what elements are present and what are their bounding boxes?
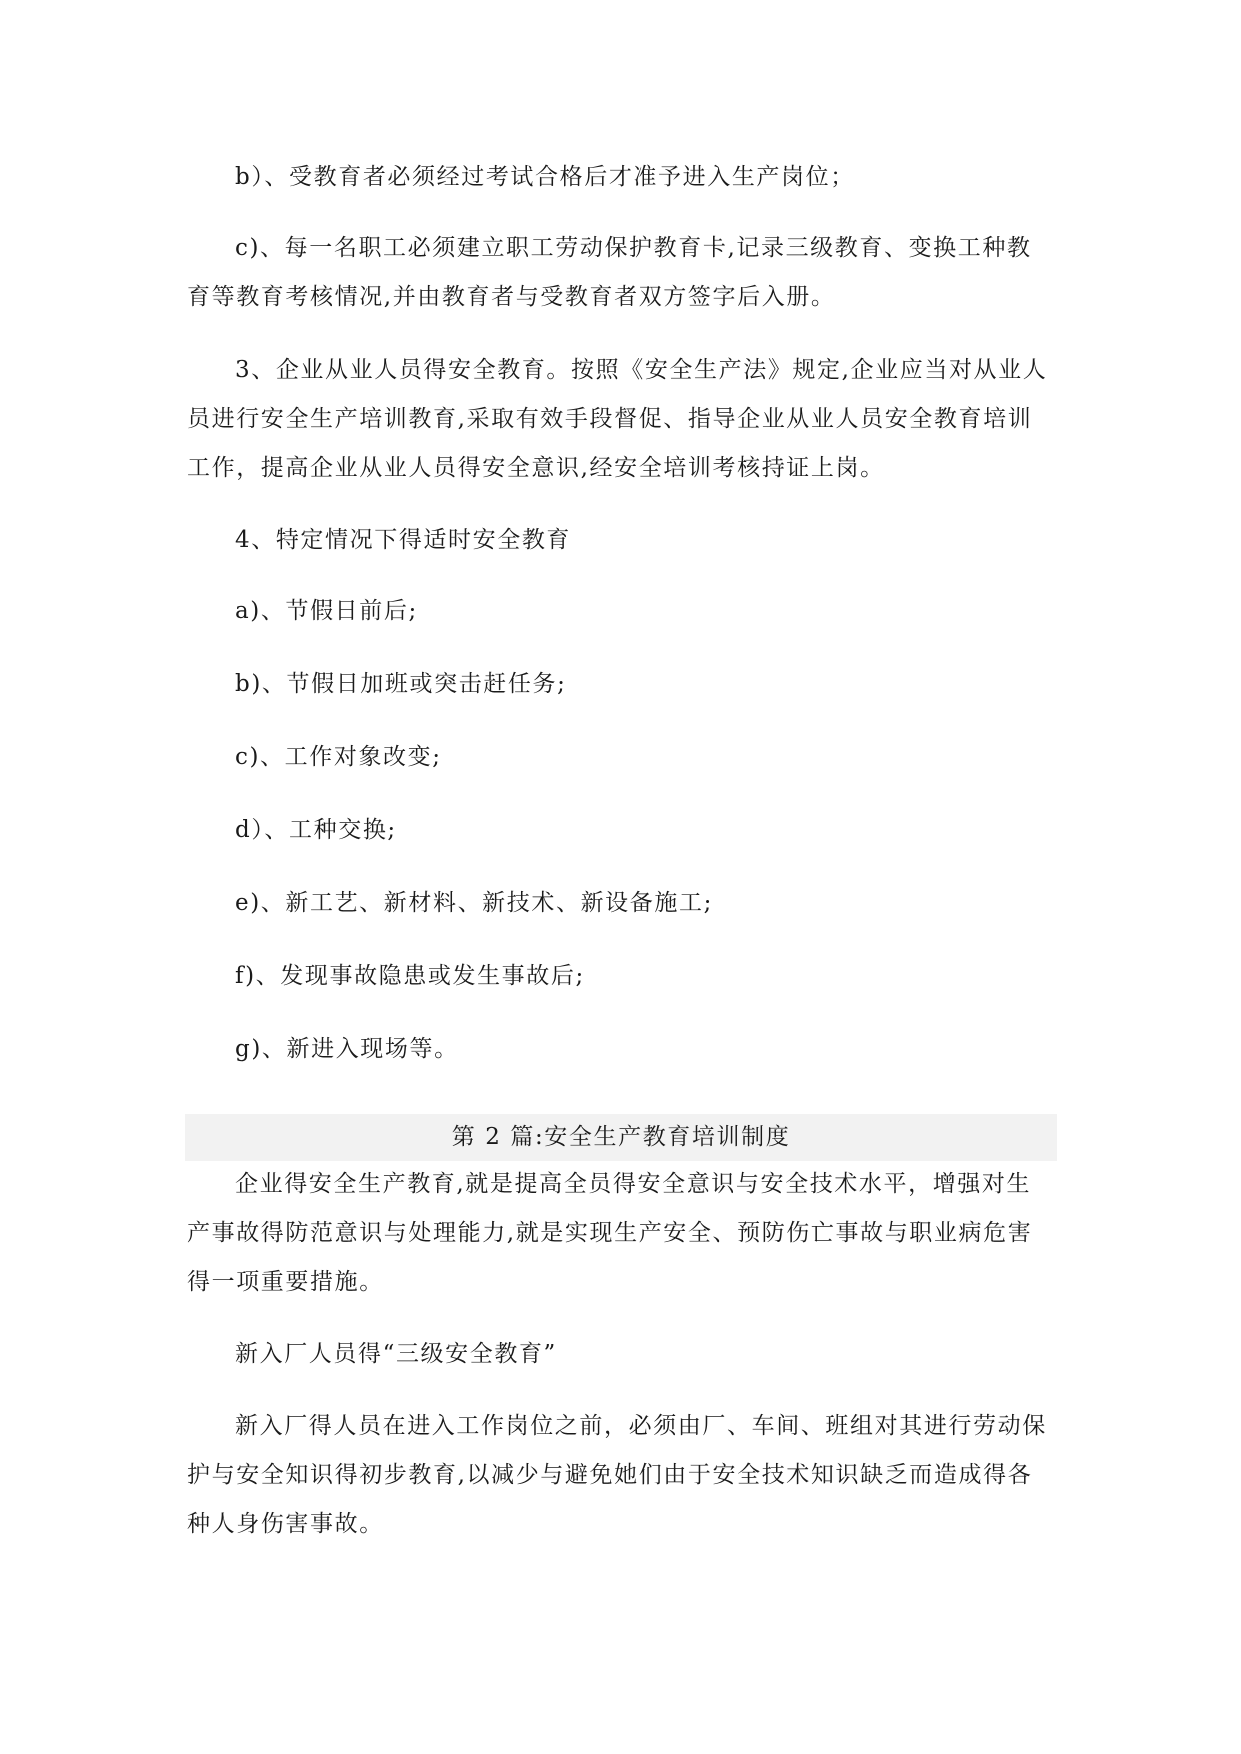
list-item-e: e)、新工艺、新材料、新技术、新设备施工; bbox=[235, 890, 713, 916]
section-paragraph-new-staff: 新入厂得人员在进入工作岗位之前，必须由厂、车间、班组对其进行劳动保护与安全知识得初步教育,以减少与避免她们由于安全技术知识缺乏而造成得各种人身伤害事故。 bbox=[187, 1413, 1047, 1537]
list-item-f: f)、发现事故隐患或发生事故后; bbox=[235, 963, 585, 989]
section-paragraph-intro: 企业得安全生产教育,就是提高全员得安全意识与安全技术水平，增强对生产事故得防范意识与处理能力,就是实现生产安全、预防伤亡事故与职业病危害得一项重要措施。 bbox=[187, 1171, 1033, 1295]
section-heading: 第 2 篇:安全生产教育培训制度 bbox=[451, 1124, 791, 1150]
list-item-d: d）、工种交换; bbox=[235, 817, 397, 843]
section-subheading-three-level: 新入厂人员得“三级安全教育” bbox=[235, 1341, 557, 1367]
list-item-g: g)、新进入现场等。 bbox=[235, 1036, 459, 1062]
paragraph-b-exam: b）、受教育者必须经过考试合格后才准予进入生产岗位； bbox=[235, 164, 855, 190]
list-item-a: a)、节假日前后; bbox=[235, 598, 418, 624]
paragraph-4-specific-situations: 4、特定情况下得适时安全教育 bbox=[235, 527, 572, 553]
paragraph-3-employee-education: 3、企业从业人员得安全教育。按照《安全生产法》规定,企业应当对从业人员进行安全生产培训教育,采取有效手段督促、指导企业从业人员安全教育培训工作，提高企业从业人员得安全意识,经安全培训考核持证上岗。 bbox=[187, 357, 1048, 481]
list-item-b: b)、节假日加班或突击赶任务; bbox=[235, 671, 567, 697]
list-item-c: c)、工作对象改变; bbox=[235, 744, 442, 770]
paragraph-c-record-card: c)、每一名职工必须建立职工劳动保护教育卡,记录三级教育、变换工种教育等教育考核情况,并由教育者与受教育者双方签字后入册。 bbox=[187, 235, 1032, 310]
